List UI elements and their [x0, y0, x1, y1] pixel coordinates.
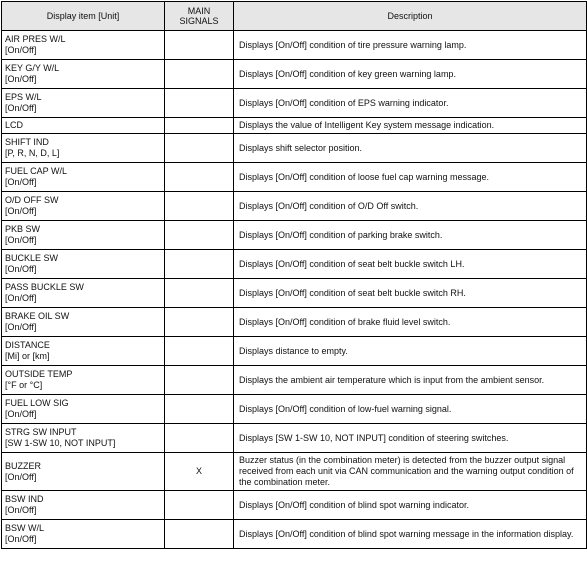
item-name: FUEL LOW SIG [5, 398, 69, 408]
item-name: BRAKE OIL SW [5, 311, 70, 321]
table-row [2, 279, 587, 308]
description-cell: Displays shift selector position. [234, 134, 587, 163]
item-unit: [On/Off] [5, 534, 37, 544]
main-signal-cell [165, 308, 234, 337]
item-unit: [SW 1-SW 10, NOT INPUT] [5, 438, 116, 448]
table-header [2, 2, 587, 31]
main-signal-cell [165, 134, 234, 163]
header-main-line2: SIGNALS [179, 16, 219, 26]
description-cell: Displays [On/Off] condition of tire pressure warning lamp. [234, 31, 587, 60]
main-signal-cell [165, 221, 234, 250]
header-display-item: Display item [Unit] [2, 2, 165, 31]
table-row [2, 163, 587, 192]
description-cell: Displays [On/Off] condition of loose fuel cap warning message. [234, 163, 587, 192]
item-name: BSW IND [5, 494, 44, 504]
table-row [2, 424, 587, 453]
table-row [2, 221, 587, 250]
item-cell [2, 60, 165, 89]
table-row [2, 89, 587, 118]
item-name: BUZZER [5, 460, 41, 471]
header-main-signals [165, 2, 234, 31]
main-signal-cell [165, 491, 234, 520]
item-name: BUCKLE SW [5, 253, 59, 263]
item-cell [2, 308, 165, 337]
item-cell [2, 89, 165, 118]
description-cell: Displays [On/Off] condition of blind spot warning indicator. [234, 491, 587, 520]
item-cell [2, 453, 165, 491]
header-description: Description [234, 2, 587, 31]
description-cell: Displays distance to empty. [234, 337, 587, 366]
item-cell [2, 192, 165, 221]
description-cell: Displays [On/Off] condition of key green warning lamp. [234, 60, 587, 89]
table-row [2, 337, 587, 366]
item-cell [2, 337, 165, 366]
main-signal-cell [165, 192, 234, 221]
item-unit: [On/Off] [5, 293, 37, 303]
table-body [2, 31, 587, 549]
main-signal-cell [165, 118, 234, 134]
main-signal-cell [165, 424, 234, 453]
main-signal-cell [165, 31, 234, 60]
item-cell [2, 395, 165, 424]
item-name: AIR PRES W/L [5, 34, 66, 44]
table-row [2, 60, 587, 89]
item-unit: [On/Off] [5, 45, 37, 55]
description-cell: Displays [On/Off] condition of brake fluid level switch. [234, 308, 587, 337]
item-unit: [On/Off] [5, 235, 37, 245]
item-cell [2, 118, 165, 134]
main-signal-cell [165, 337, 234, 366]
table-row [2, 453, 587, 491]
description-text: Buzzer status (in the combination meter) is detected from the buzzer output signal received from each unit via CAN communication and the warning output condition of the combination meter. [239, 455, 574, 487]
table-row [2, 192, 587, 221]
header-main-line1: MAIN [187, 6, 211, 16]
item-name: FUEL CAP W/L [5, 166, 68, 176]
header-row [2, 2, 587, 31]
item-name: PKB SW [5, 224, 41, 234]
main-signal-cell: X [165, 453, 234, 491]
item-cell [2, 366, 165, 395]
description-cell: Displays [On/Off] condition of seat belt buckle switch RH. [234, 279, 587, 308]
table-row [2, 395, 587, 424]
item-unit: [On/Off] [5, 206, 37, 216]
item-name: OUTSIDE TEMP [5, 369, 73, 379]
description-cell: Displays [On/Off] condition of seat belt buckle switch LH. [234, 250, 587, 279]
item-cell [2, 279, 165, 308]
item-unit: [Mi] or [km] [5, 351, 50, 361]
item-unit: [On/Off] [5, 177, 37, 187]
main-signal-cell [165, 89, 234, 118]
table-row [2, 491, 587, 520]
item-name: BSW W/L [5, 523, 45, 533]
table-row [2, 520, 587, 549]
item-cell [2, 163, 165, 192]
description-cell [234, 520, 587, 549]
table-row [2, 31, 587, 60]
item-cell [2, 520, 165, 549]
item-name: O/D OFF SW [5, 195, 59, 205]
item-cell [2, 250, 165, 279]
main-signal-cell [165, 520, 234, 549]
item-name: EPS W/L [5, 92, 42, 102]
item-cell [2, 221, 165, 250]
description-cell: Displays [On/Off] condition of EPS warning indicator. [234, 89, 587, 118]
item-name: STRG SW INPUT [5, 427, 77, 437]
item-cell [2, 134, 165, 163]
description-cell [234, 453, 587, 491]
item-unit: [On/Off] [5, 103, 37, 113]
description-cell: Displays the ambient air temperature which is input from the ambient sensor. [234, 366, 587, 395]
item-unit: [P, R, N, D, L] [5, 148, 60, 158]
display-item-table [1, 1, 587, 549]
item-unit: [On/Off] [5, 322, 37, 332]
table-row [2, 250, 587, 279]
item-unit: [On/Off] [5, 74, 37, 84]
description-text: Displays [On/Off] condition of blind spot warning message in the information display. [239, 528, 574, 539]
table-row [2, 118, 587, 134]
item-unit: [On/Off] [5, 505, 37, 515]
item-name: DISTANCE [5, 340, 50, 350]
main-signal-cell [165, 279, 234, 308]
item-unit: [On/Off] [5, 409, 37, 419]
item-unit: [On/Off] [5, 471, 37, 482]
item-name: PASS BUCKLE SW [5, 282, 84, 292]
description-cell: Displays [On/Off] condition of O/D Off switch. [234, 192, 587, 221]
main-signal-cell [165, 163, 234, 192]
description-cell: Displays the value of Intelligent Key system message indication. [234, 118, 587, 134]
table-row [2, 134, 587, 163]
description-cell: Displays [On/Off] condition of low-fuel warning signal. [234, 395, 587, 424]
item-unit: [°F or °C] [5, 380, 43, 390]
main-signal-cell [165, 366, 234, 395]
table-row [2, 308, 587, 337]
item-name: KEY G/Y W/L [5, 63, 60, 73]
table-row [2, 366, 587, 395]
item-unit: [On/Off] [5, 264, 37, 274]
item-cell [2, 31, 165, 60]
main-signal-cell [165, 250, 234, 279]
item-cell [2, 424, 165, 453]
main-signal-cell [165, 60, 234, 89]
item-name: SHIFT IND [5, 137, 49, 147]
main-signal-cell [165, 395, 234, 424]
item-name: LCD [5, 120, 24, 130]
description-cell: Displays [SW 1-SW 10, NOT INPUT] condition of steering switches. [234, 424, 587, 453]
description-cell: Displays [On/Off] condition of parking brake switch. [234, 221, 587, 250]
item-cell [2, 491, 165, 520]
